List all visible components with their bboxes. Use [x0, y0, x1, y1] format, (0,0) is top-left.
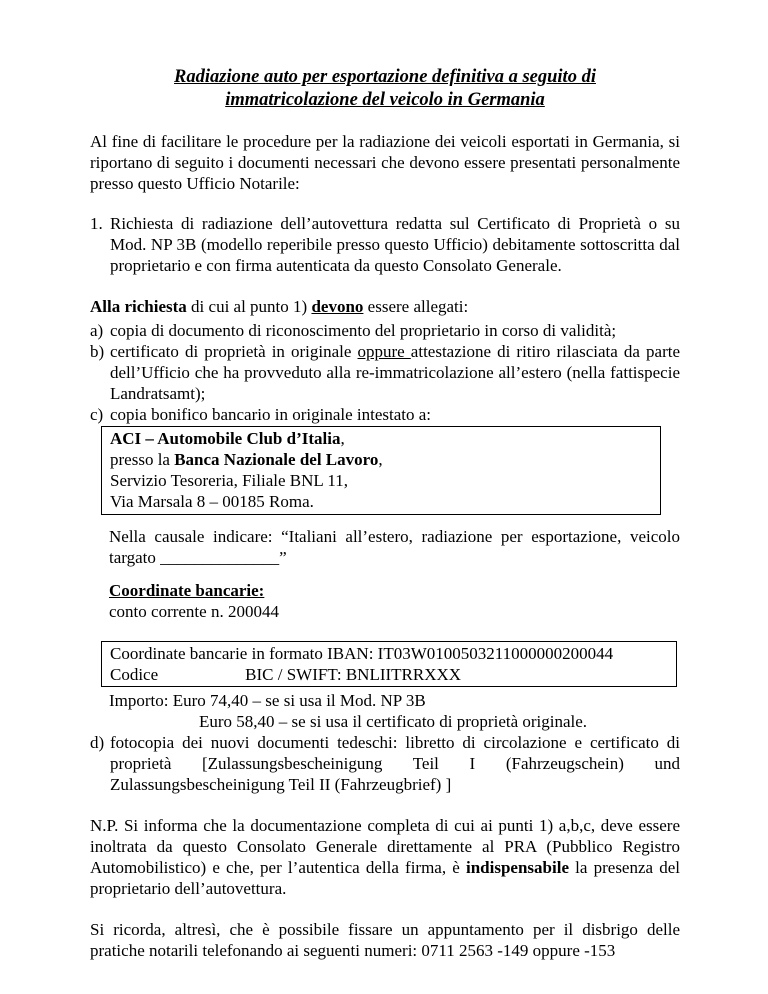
np-text-pre: N.P. Si informa che la documentazione completa di cui ai punti 1) a,b,c, deve essere inoltrata da questo Consolato Generale direttamente al PRA (Pubblico Registro Automobilistico) e che, per l’autentica della firma, è [90, 816, 680, 877]
beneficiary-name-suffix: , [340, 429, 345, 448]
title-line-2: immatricolazione del veicolo in Germania [225, 90, 545, 110]
list-item-c [90, 404, 680, 425]
list-label-d: d) [90, 733, 105, 752]
intro-paragraph: Al fine di facilitare le procedure per la radiazione dei veicoli esportati in Germania, si riportano di seguito i documenti necessari che devono essere presentati personalmente presso questo Ufficio Notarile: [90, 132, 680, 193]
iban-box [101, 641, 677, 687]
requirement-underlined: devono [311, 297, 364, 316]
list-item-d [90, 732, 680, 795]
numbered-item-1 [90, 213, 680, 276]
importo-block [90, 690, 680, 732]
np-bold: indispensabile [466, 858, 569, 877]
codice-label: Codice [110, 665, 159, 684]
requirement-end: essere allegati: [363, 297, 469, 316]
item-1-text: Richiesta di radiazione dell’autovettura redatta sul Certificato di Proprietà o su Mod. NP 3B (modello reperibile presso questo Ufficio) debitamente sottoscritta dal proprietario e con firma autenticata da questo Consolato Generale. [110, 214, 680, 275]
beneficiary-bank-line [110, 449, 650, 470]
coordinates-heading: Coordinate bancarie: [109, 581, 265, 600]
item-number: 1. [90, 214, 103, 233]
beneficiary-presso: presso la [110, 450, 175, 469]
causale-text: Nella causale indicare: “Italiani all’estero, radiazione per esportazione, veicolo targato ______________” [109, 527, 680, 567]
reminder-paragraph: Si ricorda, altresì, che è possibile fissare un appuntamento per il disbrigo delle pratiche notarili telefonando ai seguenti numeri: 0711 2563 -149 oppure -153 [90, 920, 680, 960]
title-line-1: Radiazione auto per esportazione definitiva a seguito di [174, 67, 596, 87]
list-label-c: c) [90, 405, 104, 424]
requirement-bold: Alla richiesta [90, 297, 187, 316]
list-text-d: fotocopia dei nuovi documenti tedeschi: libretto di circolazione e certificato di proprietà [Zulassungsbescheinigung Teil I (Fahrzeugschein) und Zulassungsbescheinigung Teil II (Fahrzeugbrief) ] [110, 733, 680, 794]
document-title [90, 66, 680, 112]
iban-line: Coordinate bancarie in formato IBAN: IT03W0100503211000000200044 [110, 644, 614, 663]
beneficiary-bank-suffix: , [378, 450, 383, 469]
list-label-b: b) [90, 342, 105, 361]
importo-line-2: Euro 58,40 – se si usa il certificato di proprietà originale. [199, 712, 588, 731]
list-label-a: a) [90, 321, 104, 340]
beneficiary-name-line [110, 428, 650, 449]
list-item-a [90, 320, 680, 341]
account-number: conto corrente n. 200044 [109, 602, 279, 621]
beneficiary-bank: Banca Nazionale del Lavoro [174, 450, 379, 469]
np-text-post: la presenza del proprietario dell’autovettura. [90, 858, 681, 898]
list-text-a: copia di documento di riconoscimento del proprietario in corso di validità; [110, 321, 617, 340]
list-item-b [90, 341, 680, 404]
list-text-b-post: attestazione di ritiro rilasciata da parte dell’Ufficio che ha provveduto alla re-immatricolazione all’estero (nella fattispecie Landratsamt); [110, 342, 680, 403]
bic-line [110, 664, 676, 685]
beneficiary-box [101, 426, 661, 515]
list-text-b [110, 341, 680, 404]
list-text-c: copia bonifico bancario in originale intestato a: [110, 405, 431, 424]
list-text-b-oppure: oppure [357, 342, 411, 361]
list-text-b-pre: certificato di proprietà in originale [110, 342, 358, 361]
document-page [90, 66, 680, 961]
importo-line-1: Importo: Euro 74,40 – se si usa il Mod. NP 3B [109, 691, 426, 710]
beneficiary-address: Via Marsala 8 – 00185 Roma. [110, 492, 314, 511]
requirement-line [90, 296, 680, 317]
beneficiary-office: Servizio Tesoreria, Filiale BNL 11, [110, 471, 349, 490]
np-paragraph [90, 815, 680, 899]
requirement-mid: di cui al punto 1) [186, 297, 312, 316]
bic-value: BIC / SWIFT: BNLIITRRXXX [245, 665, 462, 684]
beneficiary-name: ACI – Automobile Club d’Italia [110, 429, 341, 448]
